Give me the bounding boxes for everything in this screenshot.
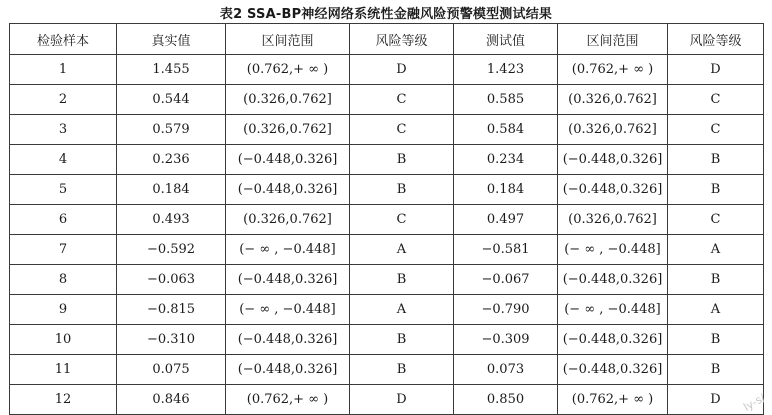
cell-test-value: −0.309 (454, 325, 558, 355)
cell-interval-true: (−0.448,0.326] (226, 175, 350, 205)
cell-risk-level-test: B (668, 265, 764, 295)
cell-test-value: 0.584 (454, 115, 558, 145)
table-row (10, 235, 764, 265)
cell-risk-level-test: D (668, 55, 764, 85)
cell-risk-level-true: B (350, 355, 454, 385)
cell-true-value: −0.310 (117, 325, 226, 355)
cell-interval-test: (−0.448,0.326] (558, 145, 668, 175)
table-row (10, 355, 764, 385)
cell-interval-test: (−0.448,0.326] (558, 325, 668, 355)
cell-risk-level-true: B (350, 175, 454, 205)
cell-risk-level-true: B (350, 325, 454, 355)
cell-test-value: 0.497 (454, 205, 558, 235)
cell-sample: 10 (10, 325, 117, 355)
cell-interval-true: (−0.448,0.326] (226, 265, 350, 295)
cell-sample: 4 (10, 145, 117, 175)
cell-interval-test: (0.762,+ ∞ ) (558, 385, 668, 415)
header-risk-level-test: 风险等级 (668, 24, 764, 55)
cell-true-value: 0.075 (117, 355, 226, 385)
cell-interval-test: (0.326,0.762] (558, 85, 668, 115)
cell-test-value: −0.067 (454, 265, 558, 295)
table-row (10, 115, 764, 145)
cell-risk-level-test: B (668, 175, 764, 205)
cell-interval-test: (− ∞ , −0.448] (558, 295, 668, 325)
results-table (9, 23, 764, 415)
cell-sample: 8 (10, 265, 117, 295)
cell-true-value: −0.063 (117, 265, 226, 295)
table-row (10, 265, 764, 295)
cell-interval-true: (0.326,0.762] (226, 85, 350, 115)
cell-true-value: 0.544 (117, 85, 226, 115)
cell-risk-level-true: A (350, 235, 454, 265)
cell-interval-test: (−0.448,0.326] (558, 175, 668, 205)
table-row (10, 175, 764, 205)
cell-risk-level-true: C (350, 205, 454, 235)
cell-risk-level-test: B (668, 145, 764, 175)
cell-true-value: −0.815 (117, 295, 226, 325)
cell-interval-test: (0.762,+ ∞ ) (558, 55, 668, 85)
cell-sample: 2 (10, 85, 117, 115)
cell-risk-level-true: C (350, 115, 454, 145)
cell-risk-level-true: B (350, 145, 454, 175)
cell-interval-true: (−0.448,0.326] (226, 325, 350, 355)
header-row (10, 24, 764, 55)
cell-interval-true: (0.762,+ ∞ ) (226, 385, 350, 415)
cell-risk-level-test: B (668, 325, 764, 355)
cell-sample: 7 (10, 235, 117, 265)
cell-true-value: 0.846 (117, 385, 226, 415)
header-true-value: 真实值 (117, 24, 226, 55)
cell-risk-level-test: B (668, 355, 764, 385)
cell-interval-true: (− ∞ , −0.448] (226, 235, 350, 265)
cell-interval-true: (−0.448,0.326] (226, 355, 350, 385)
cell-risk-level-true: D (350, 55, 454, 85)
cell-test-value: 0.073 (454, 355, 558, 385)
table-body (10, 55, 764, 415)
table-title: 表2 SSA-BP神经网络系统性金融风险预警模型测试结果 (219, 7, 553, 22)
watermark: ly-s/ (741, 391, 768, 414)
table-row (10, 145, 764, 175)
table-row (10, 205, 764, 235)
header-interval-test: 区间范围 (558, 24, 668, 55)
cell-sample: 12 (10, 385, 117, 415)
cell-interval-test: (−0.448,0.326] (558, 355, 668, 385)
cell-interval-true: (−0.448,0.326] (226, 145, 350, 175)
cell-sample: 9 (10, 295, 117, 325)
cell-risk-level-test: C (668, 115, 764, 145)
table-row (10, 85, 764, 115)
cell-risk-level-test: C (668, 85, 764, 115)
cell-true-value: −0.592 (117, 235, 226, 265)
cell-test-value: 1.423 (454, 55, 558, 85)
cell-risk-level-true: D (350, 385, 454, 415)
cell-interval-true: (0.326,0.762] (226, 205, 350, 235)
header-test-value: 测试值 (454, 24, 558, 55)
cell-true-value: 0.579 (117, 115, 226, 145)
cell-risk-level-true: B (350, 265, 454, 295)
cell-interval-true: (− ∞ , −0.448] (226, 295, 350, 325)
cell-test-value: 0.850 (454, 385, 558, 415)
cell-true-value: 1.455 (117, 55, 226, 85)
cell-test-value: 0.184 (454, 175, 558, 205)
cell-interval-true: (0.762,+ ∞ ) (226, 55, 350, 85)
cell-interval-test: (−0.448,0.326] (558, 265, 668, 295)
cell-true-value: 0.493 (117, 205, 226, 235)
table-row (10, 385, 764, 415)
cell-risk-level-test: A (668, 295, 764, 325)
cell-interval-true: (0.326,0.762] (226, 115, 350, 145)
header-risk-level-true: 风险等级 (350, 24, 454, 55)
cell-risk-level-test: C (668, 205, 764, 235)
cell-true-value: 0.184 (117, 175, 226, 205)
table-row (10, 55, 764, 85)
cell-risk-level-test: A (668, 235, 764, 265)
cell-sample: 11 (10, 355, 117, 385)
cell-risk-level-true: C (350, 85, 454, 115)
cell-interval-test: (0.326,0.762] (558, 115, 668, 145)
cell-true-value: 0.236 (117, 145, 226, 175)
cell-sample: 1 (10, 55, 117, 85)
cell-test-value: 0.585 (454, 85, 558, 115)
cell-risk-level-true: A (350, 295, 454, 325)
header-sample: 检验样本 (10, 24, 117, 55)
table-row (10, 325, 764, 355)
cell-interval-test: (0.326,0.762] (558, 205, 668, 235)
cell-sample: 6 (10, 205, 117, 235)
cell-risk-level-test: D (668, 385, 764, 415)
cell-test-value: 0.234 (454, 145, 558, 175)
table-row (10, 295, 764, 325)
cell-sample: 3 (10, 115, 117, 145)
cell-test-value: −0.581 (454, 235, 558, 265)
cell-test-value: −0.790 (454, 295, 558, 325)
cell-interval-test: (− ∞ , −0.448] (558, 235, 668, 265)
cell-sample: 5 (10, 175, 117, 205)
header-interval-true: 区间范围 (226, 24, 350, 55)
